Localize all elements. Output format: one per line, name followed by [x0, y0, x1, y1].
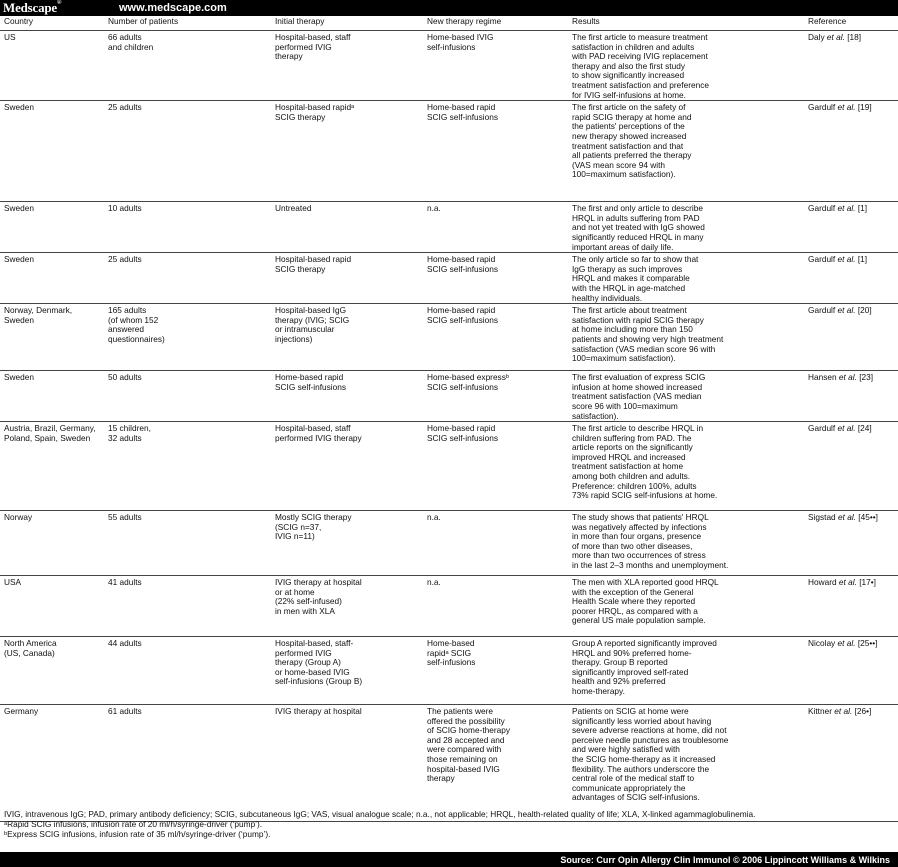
initial-therapy-cell: Untreated	[271, 202, 423, 253]
reference-author: Sigstad	[808, 512, 838, 523]
results-cell: The men with XLA reported good HRQL with the exception of the General Health Scale where they reported poorer HRQL, as compared with a general US male population sample.	[568, 576, 804, 637]
reference-num: [20]	[855, 305, 872, 316]
country-cell: US	[0, 31, 104, 101]
new-therapy-cell: Home-based rapid SCIG self-infusions	[423, 253, 568, 304]
new-therapy-cell: n.a.	[423, 576, 568, 637]
reference-cell[interactable]	[804, 371, 898, 422]
reference-etal: et al.	[837, 423, 856, 434]
table-header-row	[0, 16, 898, 31]
reference-author: Gardulf	[808, 203, 838, 214]
reference-cell[interactable]	[804, 253, 898, 304]
source-credit: Source: Curr Opin Allergy Clin Immunol © 2006 Lippincott Williams & Wilkins	[560, 854, 890, 865]
reference-cell[interactable]	[804, 422, 898, 511]
reference-num: [23]	[856, 372, 874, 383]
reference-author: Hansen	[808, 372, 839, 383]
table-row	[0, 705, 898, 822]
reference-etal: et al.	[838, 372, 857, 383]
reference-num: [17•]	[856, 577, 876, 588]
reference-num: [26•]	[852, 706, 872, 717]
results-cell: The first evaluation of express SCIG infusion at home showed increased treatment satisfaction (VAS median score 96 with 100=maximum satisfaction).	[568, 371, 804, 422]
patients-cell: 66 adults and children	[104, 31, 271, 101]
country-cell: Sweden	[0, 202, 104, 253]
table-row	[0, 31, 898, 101]
patients-cell: 55 adults	[104, 511, 271, 576]
country-cell: Austria, Brazil, Germany, Poland, Spain, Sweden	[0, 422, 104, 511]
reference-etal: et al.	[838, 577, 857, 588]
patients-cell: 10 adults	[104, 202, 271, 253]
initial-therapy-cell: Hospital-based, staff performed IVIG therapy	[271, 31, 423, 101]
table-row	[0, 422, 898, 511]
results-cell: The first article to measure treatment satisfaction in children and adults with PAD receiving IVIG replacement therapy and also the first study to show significantly increased treatment satisfaction and preference for IVIG self-infusions at home.	[568, 31, 804, 101]
patients-cell: 50 adults	[104, 371, 271, 422]
studies-table	[0, 16, 898, 822]
patients-cell: 25 adults	[104, 101, 271, 202]
new-therapy-cell: Home-based rapid SCIG self-infusions	[423, 304, 568, 371]
reference-author: Gardulf	[808, 305, 838, 316]
reference-cell[interactable]	[804, 637, 898, 705]
patients-cell: 41 adults	[104, 576, 271, 637]
patients-cell: 44 adults	[104, 637, 271, 705]
reference-cell[interactable]	[804, 31, 898, 101]
column-header-reference: Reference	[804, 16, 898, 31]
reference-num: [24]	[855, 423, 872, 434]
initial-therapy-cell: Hospital-based rapidᵃ SCIG therapy	[271, 101, 423, 202]
reference-etal: et al.	[834, 706, 853, 717]
reference-cell[interactable]	[804, 304, 898, 371]
new-therapy-cell: n.a.	[423, 202, 568, 253]
site-url-link[interactable]: www.medscape.com	[119, 2, 227, 14]
column-header-new-therapy: New therapy regime	[423, 16, 568, 31]
country-cell: North America (US, Canada)	[0, 637, 104, 705]
results-cell: The first article to describe HRQL in children suffering from PAD. The article reports on the significantly improved HRQL and increased treatment satisfaction at home among both children and adults. Preference: children 100%, adults 73% rapid SCIG self-infusions at home.	[568, 422, 804, 511]
results-cell: The first and only article to describe HRQL in adults suffering from PAD and not yet treated with IgG showed significantly reduced HRQL in many important areas of daily life.	[568, 202, 804, 253]
reference-etal: et al.	[826, 32, 845, 42]
header-bar	[0, 0, 898, 16]
country-cell: Sweden	[0, 101, 104, 202]
reference-author: Howard	[808, 577, 839, 588]
footnote-a: ᵃRapid SCIG infusions, infusion rate of 20 ml/h/syringe-driver (‘pump’).	[4, 818, 263, 829]
patients-cell: 25 adults	[104, 253, 271, 304]
reference-num: [19]	[855, 102, 872, 113]
logo-text: Medscape	[3, 0, 57, 15]
results-cell: Patients on SCIG at home were significantly less worried about having severe adverse reactions at home, did not perceive needle punctures as troublesome and were highly satisfied with the SCIG home-therapy as it increased flexibility. The authors underscore the central role of the medical staff to communicate appropriately the advantages of SCIG self-infusions.	[568, 705, 804, 822]
reference-etal: et al.	[837, 305, 856, 316]
logo-registered-mark: ®	[57, 0, 62, 6]
initial-therapy-cell: Hospital-based rapid SCIG therapy	[271, 253, 423, 304]
country-cell: Sweden	[0, 371, 104, 422]
new-therapy-cell: Home-based expressᵇ SCIG self-infusions	[423, 371, 568, 422]
initial-therapy-cell: IVIG therapy at hospital	[271, 705, 423, 822]
column-header-country: Country	[0, 16, 104, 31]
reference-author: Gardulf	[808, 102, 838, 113]
medscape-logo[interactable]	[3, 0, 119, 16]
reference-cell[interactable]	[804, 101, 898, 202]
reference-num: [18]	[844, 32, 862, 42]
results-cell: The study shows that patients' HRQL was negatively affected by infections in more than four organs, presence of more than two other diseases, more than two occurrences of stress in the last 2–3 months and unemployment.	[568, 511, 804, 576]
new-therapy-cell: Home-based rapid SCIG self-infusions	[423, 422, 568, 511]
patients-cell: 15 children, 32 adults	[104, 422, 271, 511]
reference-etal: et al.	[837, 203, 856, 214]
table-row	[0, 511, 898, 576]
reference-author: Kittner	[808, 706, 835, 717]
reference-num: [1]	[855, 254, 868, 265]
country-cell: USA	[0, 576, 104, 637]
initial-therapy-cell: Hospital-based, staff performed IVIG therapy	[271, 422, 423, 511]
new-therapy-cell: Home-based rapidᵃ SCIG self-infusions	[423, 637, 568, 705]
reference-author: Gardulf	[808, 254, 838, 265]
column-header-initial-therapy: Initial therapy	[271, 16, 423, 31]
initial-therapy-cell: Hospital-based IgG therapy (IVIG; SCIG or intramuscular injections)	[271, 304, 423, 371]
initial-therapy-cell: IVIG therapy at hospital or at home (22% self-infused) in men with XLA	[271, 576, 423, 637]
new-therapy-cell: Home-based IVIG self-infusions	[423, 31, 568, 101]
reference-cell[interactable]	[804, 576, 898, 637]
table-row	[0, 101, 898, 202]
patients-cell: 61 adults	[104, 705, 271, 822]
country-cell: Norway, Denmark, Sweden	[0, 304, 104, 371]
table-row	[0, 304, 898, 371]
results-cell: The first article on the safety of rapid SCIG therapy at home and the patients' perceptions of the new therapy showed increased treatment satisfaction and that all patients preferred the therapy (VAS mean score 94 with 100=maximum satisfaction).	[568, 101, 804, 202]
reference-author: Nicolay	[808, 638, 838, 649]
table-row	[0, 637, 898, 705]
table-row	[0, 202, 898, 253]
reference-cell[interactable]	[804, 705, 898, 822]
abbreviations-note: IVIG, intravenous IgG; PAD, primary antibody deficiency; SCIG, subcutaneous IgG; VAS, visual analogue scale; n.a., not applicable; HRQL, health-related quality of life; XLA, X-linked agammaglobulinemia.	[4, 809, 756, 819]
reference-etal: et al.	[837, 254, 856, 265]
column-header-results: Results	[568, 16, 804, 31]
table-footnotes	[0, 810, 898, 839]
results-cell: Group A reported significantly improved HRQL and 90% preferred home- therapy. Group B reported significantly improved self-rated health and 92% preferred home-therapy.	[568, 637, 804, 705]
table-row	[0, 371, 898, 422]
reference-author: Daly	[808, 32, 827, 42]
initial-therapy-cell: Mostly SCIG therapy (SCIG n=37, IVIG n=11)	[271, 511, 423, 576]
reference-cell[interactable]	[804, 202, 898, 253]
new-therapy-cell: The patients were offered the possibility of SCIG home-therapy and 28 accepted and were compared with those remaining on hospital-based IVIG therapy	[423, 705, 568, 822]
new-therapy-cell: n.a.	[423, 511, 568, 576]
results-cell: The only article so far to show that IgG therapy as such improves HRQL and makes it comparable with the HRQL in age-matched healthy individuals.	[568, 253, 804, 304]
footnote-b: ᵇExpress SCIG infusions, infusion rate of 35 ml/h/syringe-driver (‘pump’).	[4, 828, 271, 839]
reference-etal: et al.	[837, 512, 856, 523]
reference-num: [45••]	[855, 512, 878, 523]
column-header-patients: Number of patients	[104, 16, 271, 31]
country-cell: Norway	[0, 511, 104, 576]
source-bar	[0, 852, 898, 867]
reference-num: [25••]	[855, 638, 878, 649]
new-therapy-cell: Home-based rapid SCIG self-infusions	[423, 101, 568, 202]
reference-cell[interactable]	[804, 511, 898, 576]
initial-therapy-cell: Home-based rapid SCIG self-infusions	[271, 371, 423, 422]
table-row	[0, 576, 898, 637]
reference-num: [1]	[855, 203, 868, 214]
results-cell: The first article about treatment satisfaction with rapid SCIG therapy at home including more than 150 patients and showing very high treatment satisfaction (VAS median score 96 with 100=maximum satisfaction).	[568, 304, 804, 371]
country-cell: Sweden	[0, 253, 104, 304]
patients-cell: 165 adults (of whom 152 answered questionnaires)	[104, 304, 271, 371]
reference-etal: et al.	[837, 102, 856, 113]
reference-author: Gardulf	[808, 423, 838, 434]
reference-etal: et al.	[837, 638, 856, 649]
country-cell: Germany	[0, 705, 104, 822]
initial-therapy-cell: Hospital-based, staff- performed IVIG therapy (Group A) or home-based IVIG self-infusions (Group B)	[271, 637, 423, 705]
table-row	[0, 253, 898, 304]
